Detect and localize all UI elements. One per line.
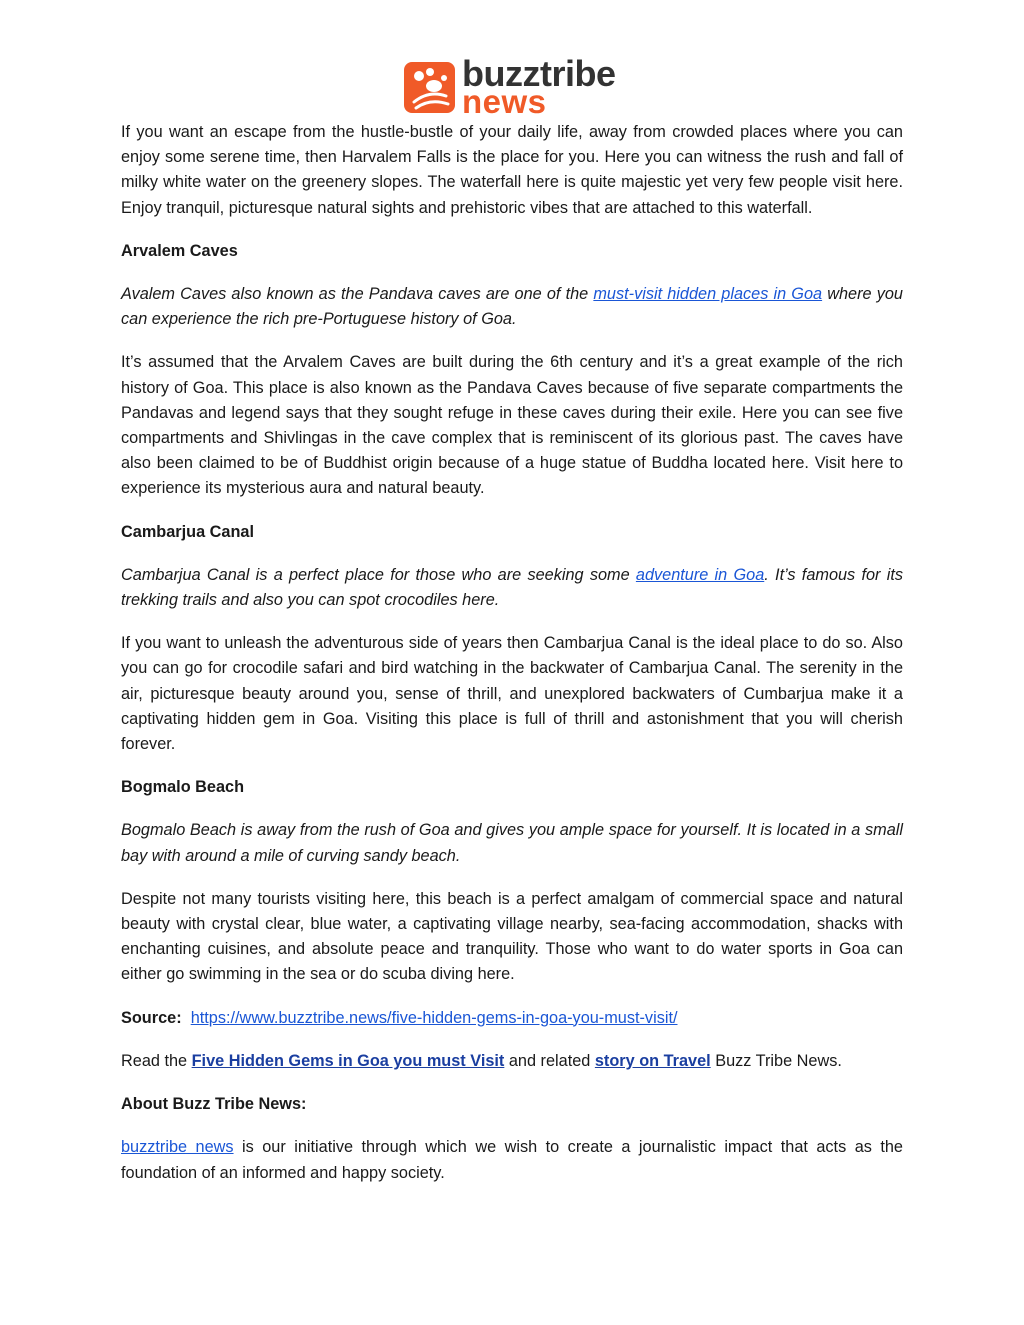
- cambarjua-summary-text: Cambarjua Canal is a perfect place for those who are seeking some: [121, 565, 636, 584]
- adventure-in-goa-link[interactable]: adventure in Goa: [635, 565, 765, 584]
- bogmalo-body: Despite not many tourists visiting here, this beach is a perfect amalgam of commercial space and natural beauty with crystal clear, blue water, a captivating village nearby, sea-facing accommodation, shacks with enchanting cuisines, and absolute peace and tranquility. Those who want to do water sports in Goa can either go swimming in the sea or do scuba diving here.: [121, 889, 903, 984]
- cambarjua-body: If you want to unleash the adventurous side of years then Cambarjua Canal is the ideal place to do so. Also you can go for crocodile safari and bird watching in the backwater of Cambarjua Canal. The serenity in the air, picturesque beauty around you, sense of thrill, and unexplored backwaters of Cumbarjua make it a captivating hidden gem in Goa. Visiting this place is full of thrill and astonishment that you will cherish forever.: [121, 634, 903, 754]
- logo-wordmark-news: news: [462, 83, 547, 120]
- arvalem-summary-text: Avalem Caves also known as the Pandava caves are one of the: [121, 285, 594, 304]
- arvalem-body: It’s assumed that the Arvalem Caves are built during the 6th century and it’s a great example of the rich history of Goa. This place is also known as the Pandava Caves because of five separate compartments the Pandavas and legend says that they sought refuge in these caves during their exile. Here you can see five compartments and Shivlingas in the cave complex that is reminiscent of its glorious past. The caves have also been claimed to be of Buddhist origin because of a huge statue of Buddha located here. Visit here to experience its mysterious aura and natural beauty.: [121, 353, 903, 498]
- about-paragraph: [121, 1135, 903, 1185]
- article-body: [121, 120, 903, 1204]
- arvalem-summary: [121, 282, 903, 332]
- about-text: is our initiative through which we wish to create a journalistic impact that acts as the foundation of an informed and happy society.: [121, 1138, 903, 1182]
- cambarjua-summary: [121, 563, 903, 613]
- must-visit-hidden-places-link[interactable]: must-visit hidden places in Goa: [593, 285, 823, 304]
- five-hidden-gems-link[interactable]: Five Hidden Gems in Goa you must Visit: [191, 1051, 505, 1070]
- arvalem-summary-text-end: where you can experience the rich pre-Portuguese history of Goa.: [121, 285, 903, 329]
- read-more-text-end: Buzz Tribe News.: [710, 1051, 842, 1070]
- about-heading: About Buzz Tribe News:: [121, 1095, 307, 1114]
- story-on-travel-link[interactable]: story on Travel: [594, 1051, 711, 1070]
- source-label: Source:: [121, 1008, 182, 1027]
- bee-hive-logo-icon: [404, 62, 455, 113]
- bogmalo-summary: Bogmalo Beach is away from the rush of Goa and gives you ample space for yourself. It is located in a small bay with around a mile of curving sandy beach.: [121, 821, 903, 865]
- section-heading-bogmalo: Bogmalo Beach: [121, 778, 245, 797]
- read-more-text-middle: and related: [504, 1051, 595, 1070]
- source-line: [121, 1006, 903, 1031]
- read-more-line: [121, 1049, 903, 1074]
- logo-wordmark-buzztribe: buzztribe: [462, 53, 616, 94]
- intro-paragraph: If you want an escape from the hustle-bustle of your daily life, away from crowded places where you can enjoy some serene time, then Harvalem Falls is the place for you. Here you can witness the rush and fall of milky white water on the greenery slopes. The waterfall here is quite majestic yet very few people visit here. Enjoy tranquil, picturesque natural sights and prehistoric vibes that are attached to this waterfall.: [121, 123, 903, 217]
- section-heading-arvalem: Arvalem Caves: [121, 241, 238, 260]
- source-url-link[interactable]: https://www.buzztribe.news/five-hidden-gems-in-goa-you-must-visit/: [190, 1008, 678, 1027]
- buzztribe-logo: [404, 53, 624, 120]
- buzztribe-news-link[interactable]: buzztribe news: [121, 1138, 234, 1157]
- read-more-text: Read the: [121, 1051, 192, 1070]
- section-heading-cambarjua: Cambarjua Canal: [121, 522, 255, 541]
- cambarjua-summary-text-end: . It’s famous for its trekking trails and also you can spot crocodiles here.: [121, 565, 903, 610]
